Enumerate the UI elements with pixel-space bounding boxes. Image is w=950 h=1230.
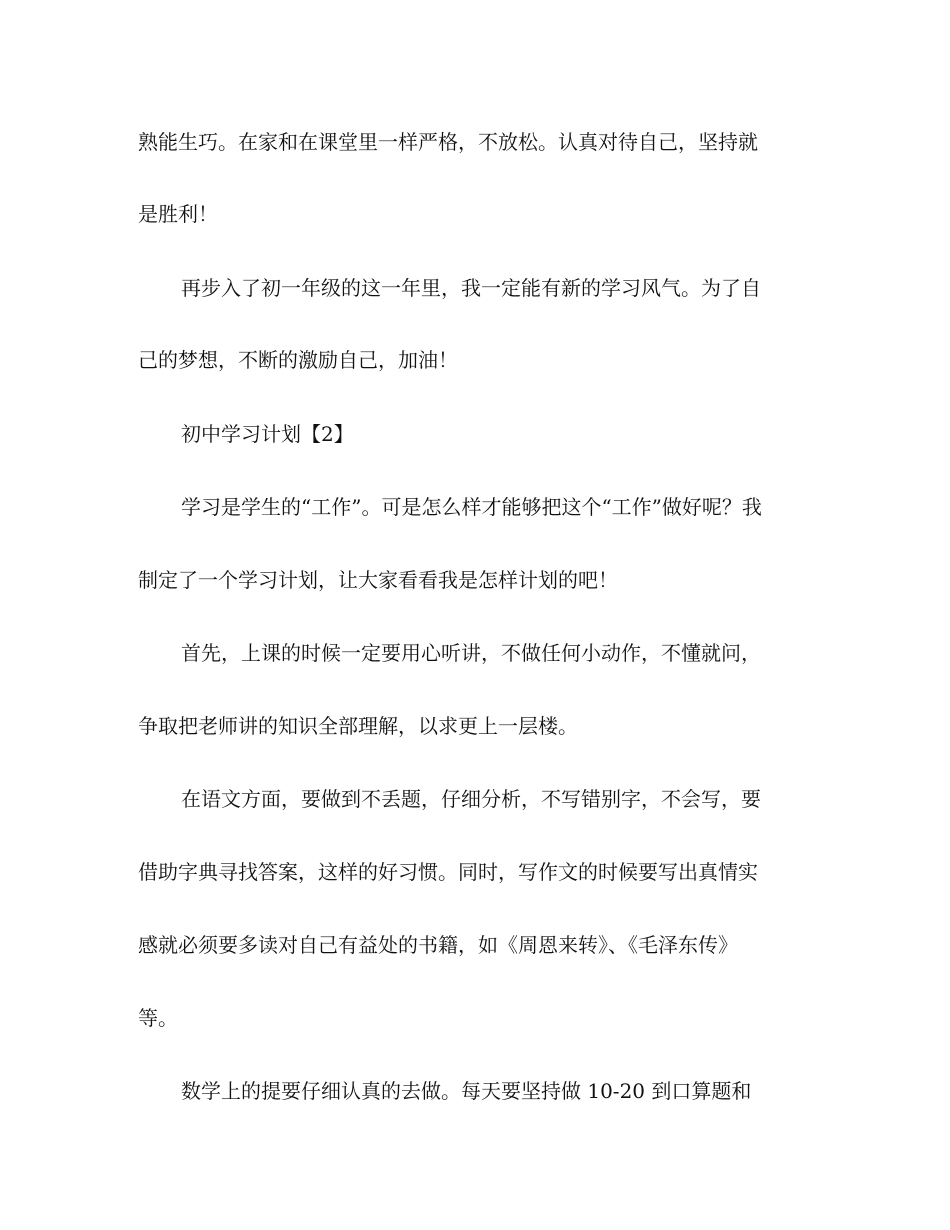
paragraph-line: 在语文方面，要做到不丢题，仔细分析，不写错别字，不会写，要 xyxy=(181,787,761,811)
text-line: 感就必须要多读对自己有益处的书籍，如《周恩来转》、《毛泽东传》 xyxy=(138,933,738,957)
text-line: 争取把老师讲的知识全部理解，以求更上一层楼。 xyxy=(138,714,578,738)
paragraph-line: 再步入了初一年级的这一年里，我一定能有新的学习风气。为了自 xyxy=(181,276,761,300)
paragraph-line: 学习是学生的“工作”。可是怎么样才能够把这个“工作”做好呢？我 xyxy=(181,495,762,519)
text-line: 熟能生巧。在家和在课堂里一样严格，不放松。认真对待自己，坚持就 xyxy=(138,130,758,154)
paragraph-line: 数学上的提要仔细认真的去做。每天要坚持做 10-20 到口算题和 xyxy=(181,1079,752,1103)
text-line: 借助字典寻找答案，这样的好习惯。同时，写作文的时候要写出真情实 xyxy=(138,860,758,884)
text-line: 己的梦想，不断的激励自己，加油！ xyxy=(138,348,458,372)
text-line: 是胜利！ xyxy=(138,202,218,226)
text-line: 制定了一个学习计划，让大家看看我是怎样计划的吧！ xyxy=(138,568,618,592)
paragraph-line: 首先，上课的时候一定要用心听讲，不做任何小动作，不懂就问， xyxy=(181,641,761,665)
section-heading: 初中学习计划【2】 xyxy=(181,422,354,446)
text-line: 等。 xyxy=(138,1006,178,1030)
